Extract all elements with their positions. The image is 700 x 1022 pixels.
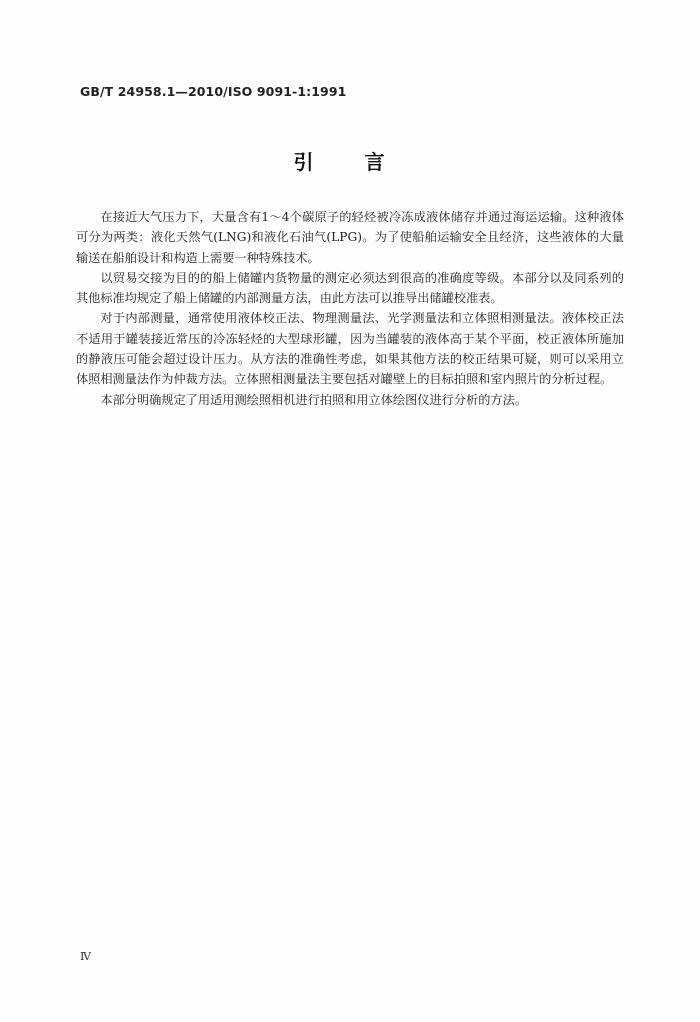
paragraph-1: 在接近大气压力下，大量含有1～4个碳原子的轻烃被冷冻成液体储存并通过海运运输。这种液体可分为两类：液化天然气(LNG)和液化石油气(LPG)。为了使船舶运输安全且经济，这些液体的大量输送在船舶设计和构造上需要一种特殊技术。 <box>76 210 624 265</box>
page-number: Ⅳ <box>80 950 91 963</box>
paragraph-3: 对于内部测量，通常使用液体校正法、物理测量法、光学测量法和立体照相测量法。液体校正法不适用于罐装接近常压的冷冻轻烃的大型球形罐，因为当罐装的液体高于某个平面，校正液体所施加的静液压可能会超过设计压力。从方法的准确性考虑，如果其他方法的校正结果可疑，则可以采用立体照相测量法作为仲裁方法。立体照相测量法主要包括对罐壁上的目标拍照和室内照片的分析过程。 <box>76 311 624 387</box>
paragraph-4: 本部分明确规定了用适用测绘照相机进行拍照和用立体绘图仪进行分析的方法。 <box>100 392 527 407</box>
page-title: 引 言 <box>293 150 407 174</box>
paragraph-2: 以贸易交接为目的的船上储罐内货物量的测定必须达到很高的准确度等级。本部分以及同系列的其他标准均规定了船上储罐的内部测量方法，由此方法可以推导出储罐校准表。 <box>76 270 624 306</box>
body-text <box>76 207 624 410</box>
standard-number-header: GB/T 24958.1—2010/ISO 9091-1:1991 <box>80 84 347 99</box>
